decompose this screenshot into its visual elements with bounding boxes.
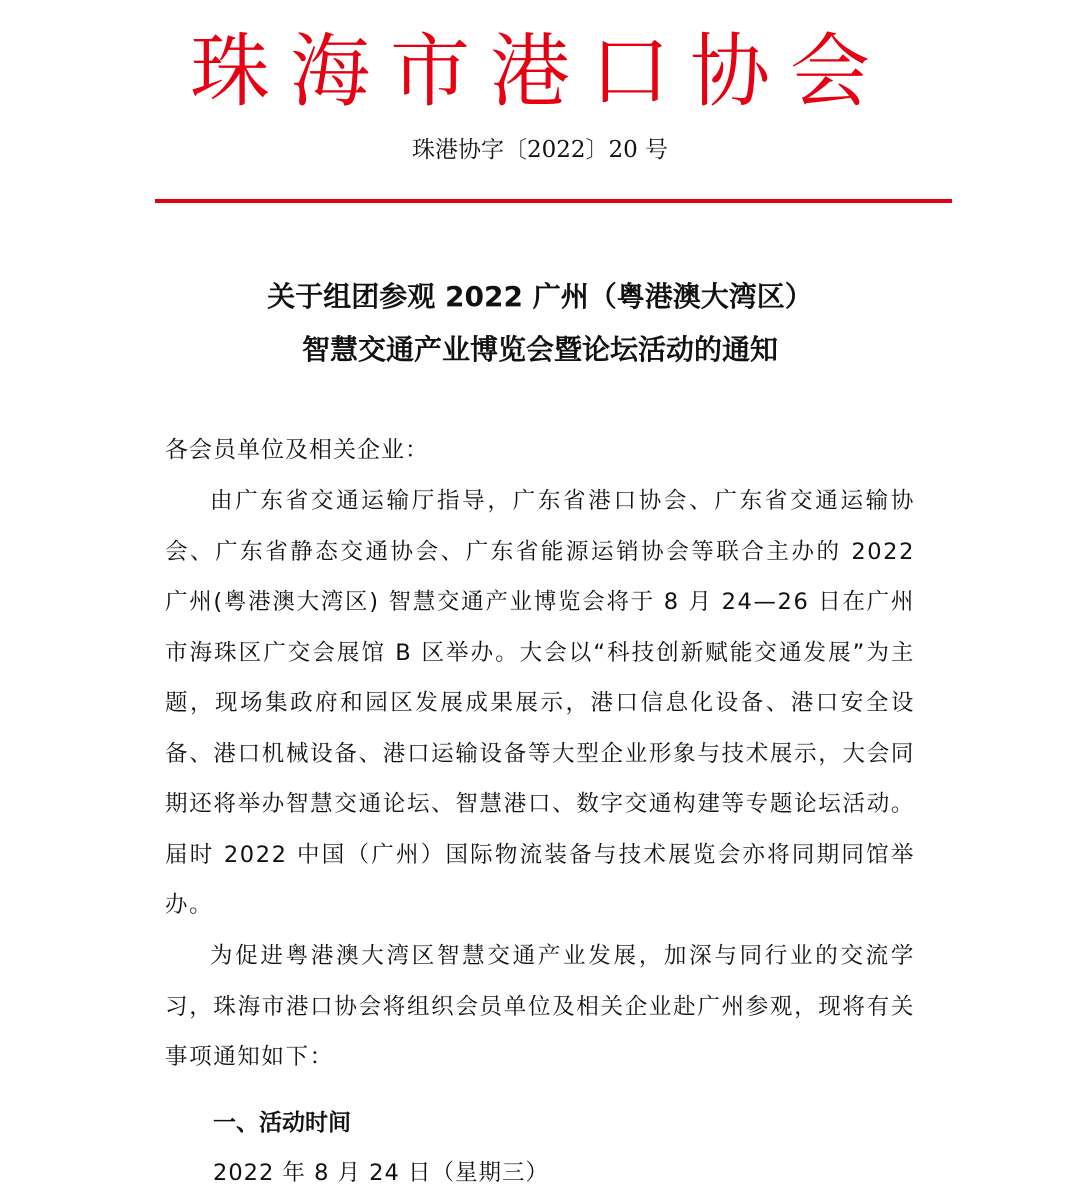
event-date: 2022 年 8 月 24 日（星期三）: [213, 1160, 549, 1186]
organization-name-heading: 珠海市港口协会: [190, 25, 890, 118]
body-paragraph-2: 为促进粤港澳大湾区智慧交通产业发展，加深与同行业的交流学习，珠海市港口协会将组织会员单位及相关企业赴广州参观，现将有关事项通知如下：: [165, 943, 915, 1070]
notice-title-line-1: 关于组团参观 2022 广州（粤港澳大湾区）: [267, 280, 813, 313]
salutation: 各会员单位及相关企业：: [165, 437, 429, 463]
red-header-divider: [155, 199, 952, 203]
document-number: 珠港协字〔2022〕20 号: [411, 137, 669, 163]
body-paragraph-1: 由广东省交通运输厅指导，广东省港口协会、广东省交通运输协会、广东省静态交通协会、广东省能源运销协会等联合主办的 2022 广州(粤港澳大湾区) 智慧交通产业博览会将于 8 月 24—26 日在广州市海珠区广交会展馆 B 区举办。大会以“科技创新赋能交通发展”为主题，现场集政府和园区发展成果展示，港口信息化设备、港口安全设备、港口机械设备、港口运输设备等大型企业形象与技术展示，大会同期还将举办智慧交通论坛、智慧港口、数字交通构建等专题论坛活动。届时 2022 中国（广州）国际物流装备与技术展览会亦将同期同馆举办。: [165, 488, 915, 918]
section-heading-activity-time: 一、活动时间: [213, 1110, 351, 1136]
notice-title-line-2: 智慧交通产业博览会暨论坛活动的通知: [301, 333, 778, 366]
